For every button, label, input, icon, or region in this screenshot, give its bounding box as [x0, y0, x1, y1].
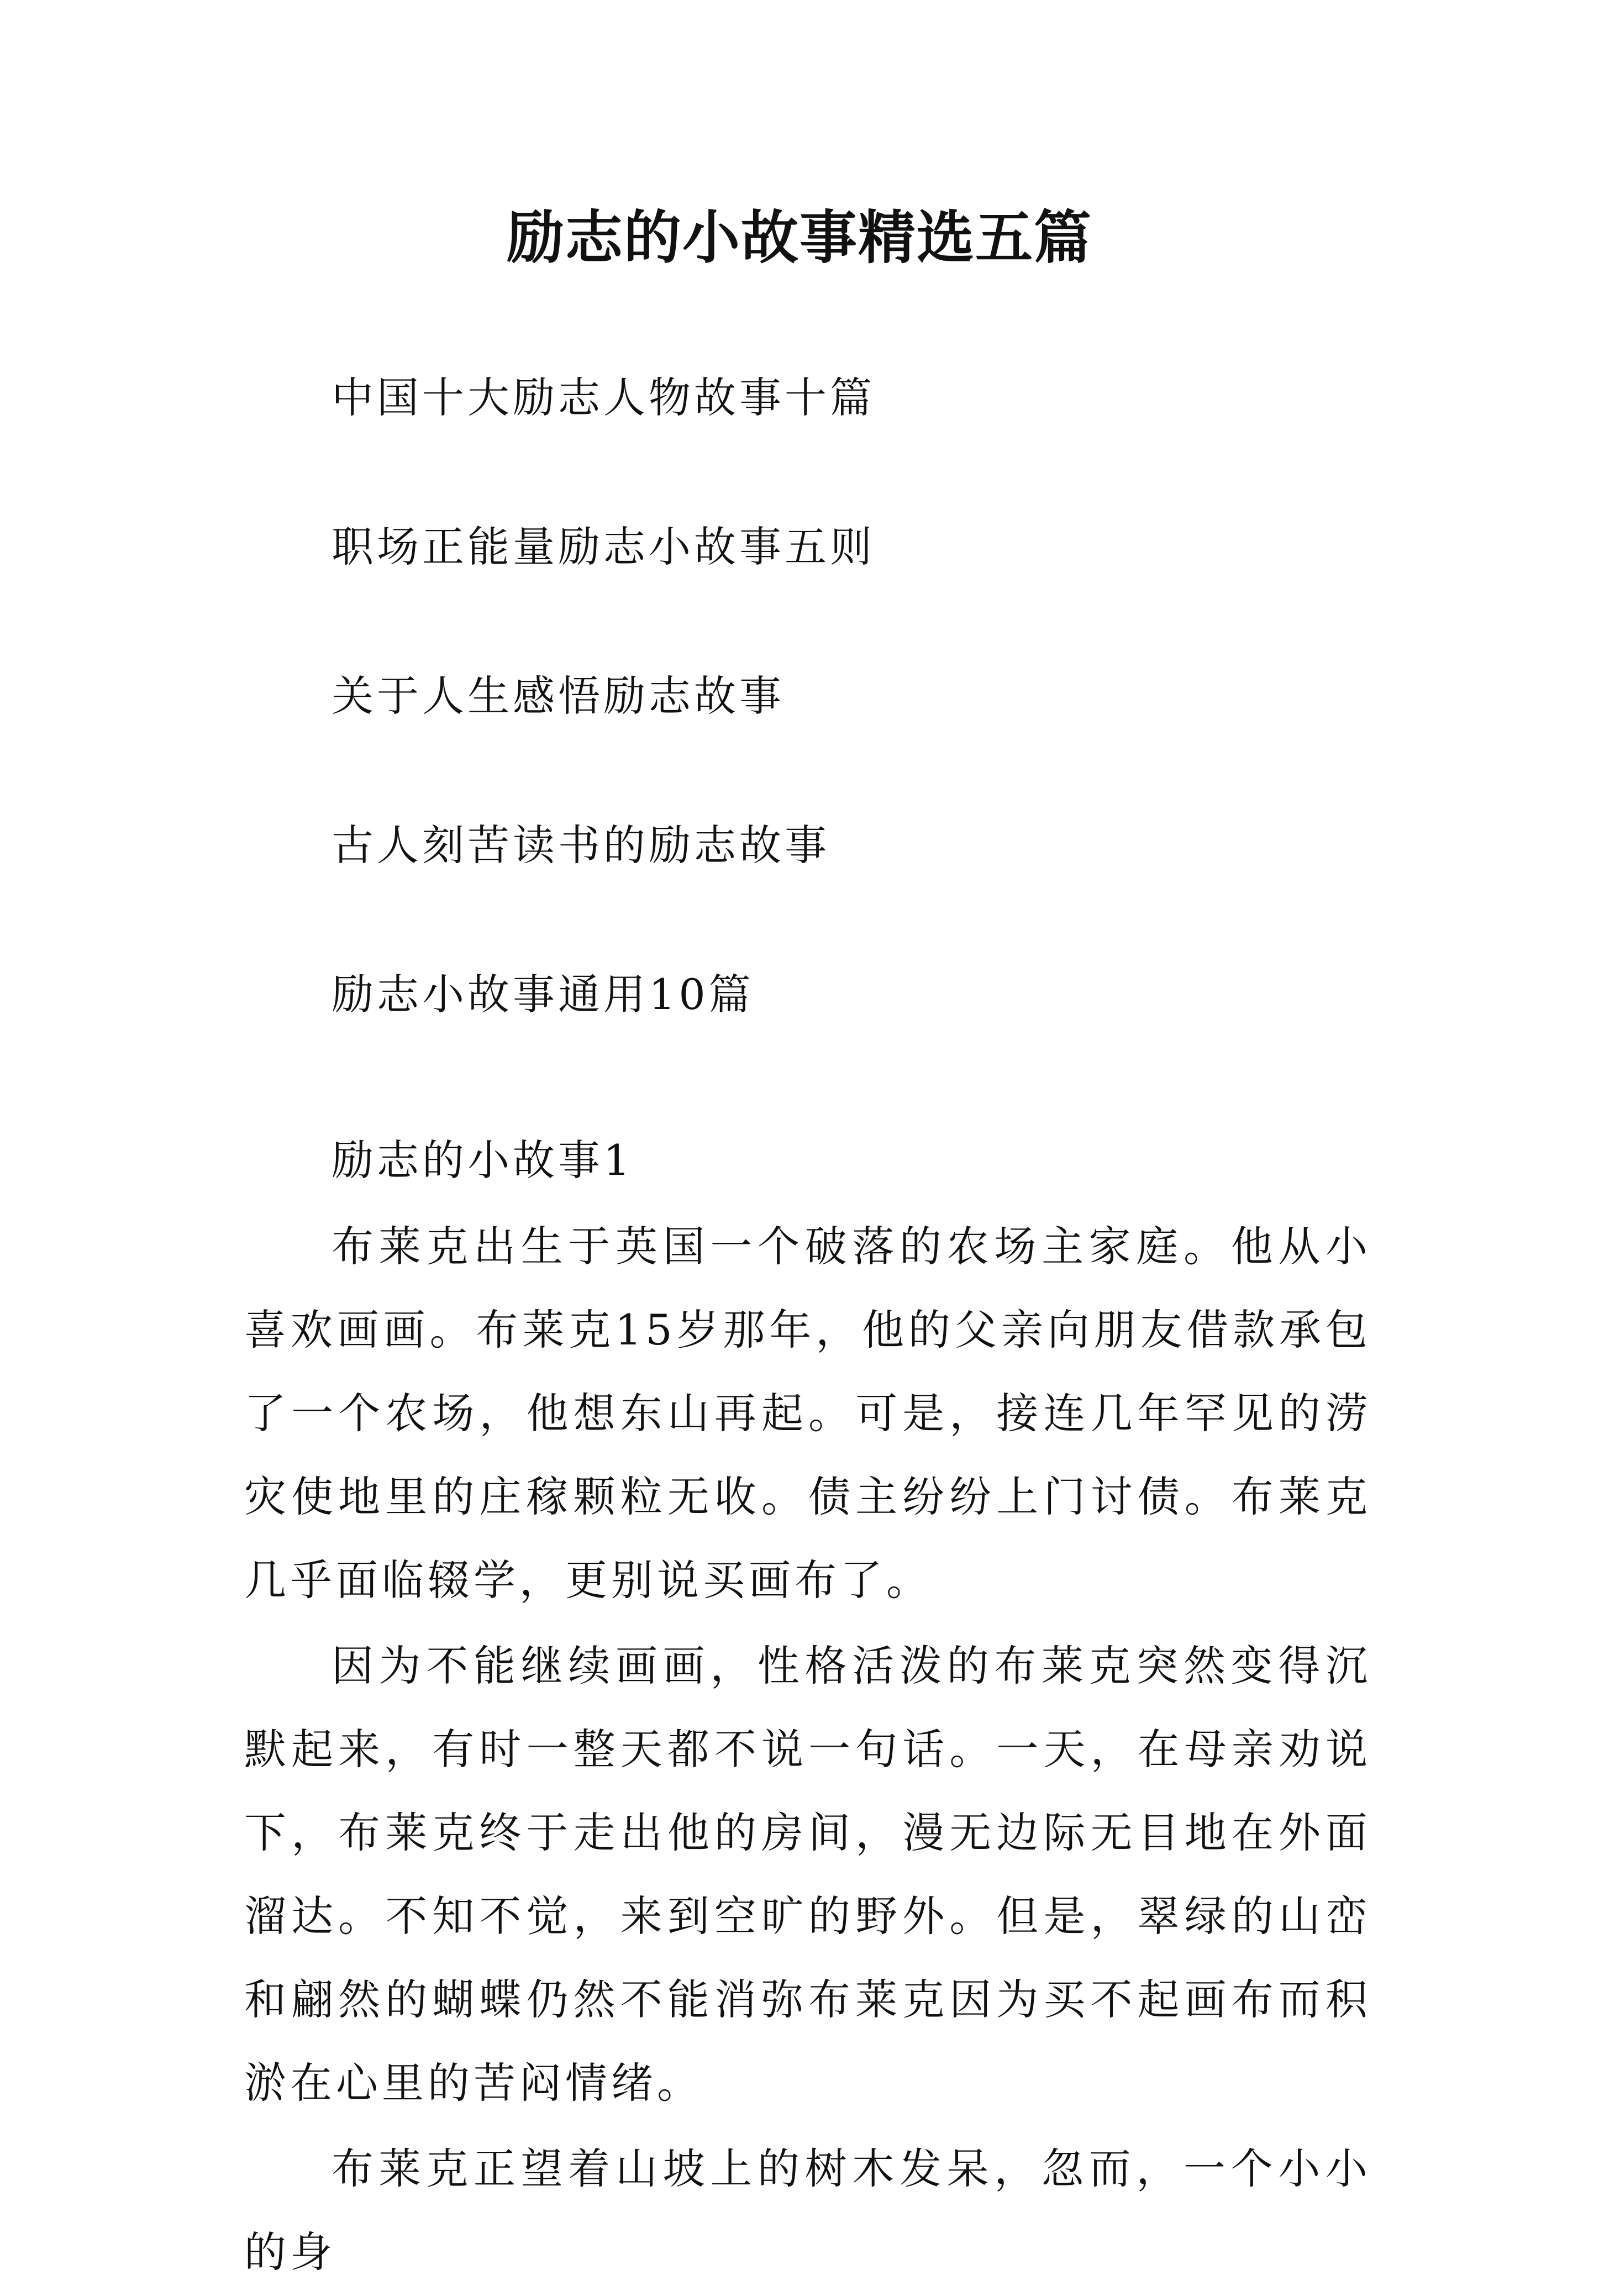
- toc-item: 职场正能量励志小故事五则: [332, 522, 875, 571]
- toc-item: 中国十大励志人物故事十篇: [332, 373, 875, 422]
- story-paragraph: 因为不能继续画画，性格活泼的布莱克突然变得沉默起来，有时一整天都不说一句话。一天，在母亲劝说下，布莱克终于走出他的房间，漫无边际无目地在外面溜达。不知不觉，来到空旷的野外。但是，翠绿的山峦和翩然的蝴蝶仍然不能消弥布莱克因为买不起画布而积淤在心里的苦闷情绪。: [244, 1641, 1371, 2108]
- toc-item: 励志小故事通用10篇: [332, 970, 754, 1019]
- toc-item: 关于人生感悟励志故事: [332, 671, 785, 721]
- story-body: [244, 1205, 1371, 2296]
- story-paragraph: 布莱克正望着山坡上的树木发呆，忽而，一个小小的身: [244, 2144, 1371, 2277]
- toc-item: 古人刻苦读书的励志故事: [332, 821, 830, 870]
- story-paragraph: 布莱克出生于英国一个破落的农场主家庭。他从小喜欢画画。布莱克15岁那年，他的父亲向朋友借款承包了一个农场，他想东山再起。可是，接连几年罕见的涝灾使地里的庄稼颗粒无收。债主纷纷上门讨债。布莱克几乎面临辍学，更别说买画布了。: [244, 1222, 1371, 1605]
- section-heading: 励志的小故事1: [332, 1136, 634, 1185]
- document-title: 励志的小故事精选五篇: [506, 203, 1092, 271]
- table-of-contents: [332, 370, 875, 1116]
